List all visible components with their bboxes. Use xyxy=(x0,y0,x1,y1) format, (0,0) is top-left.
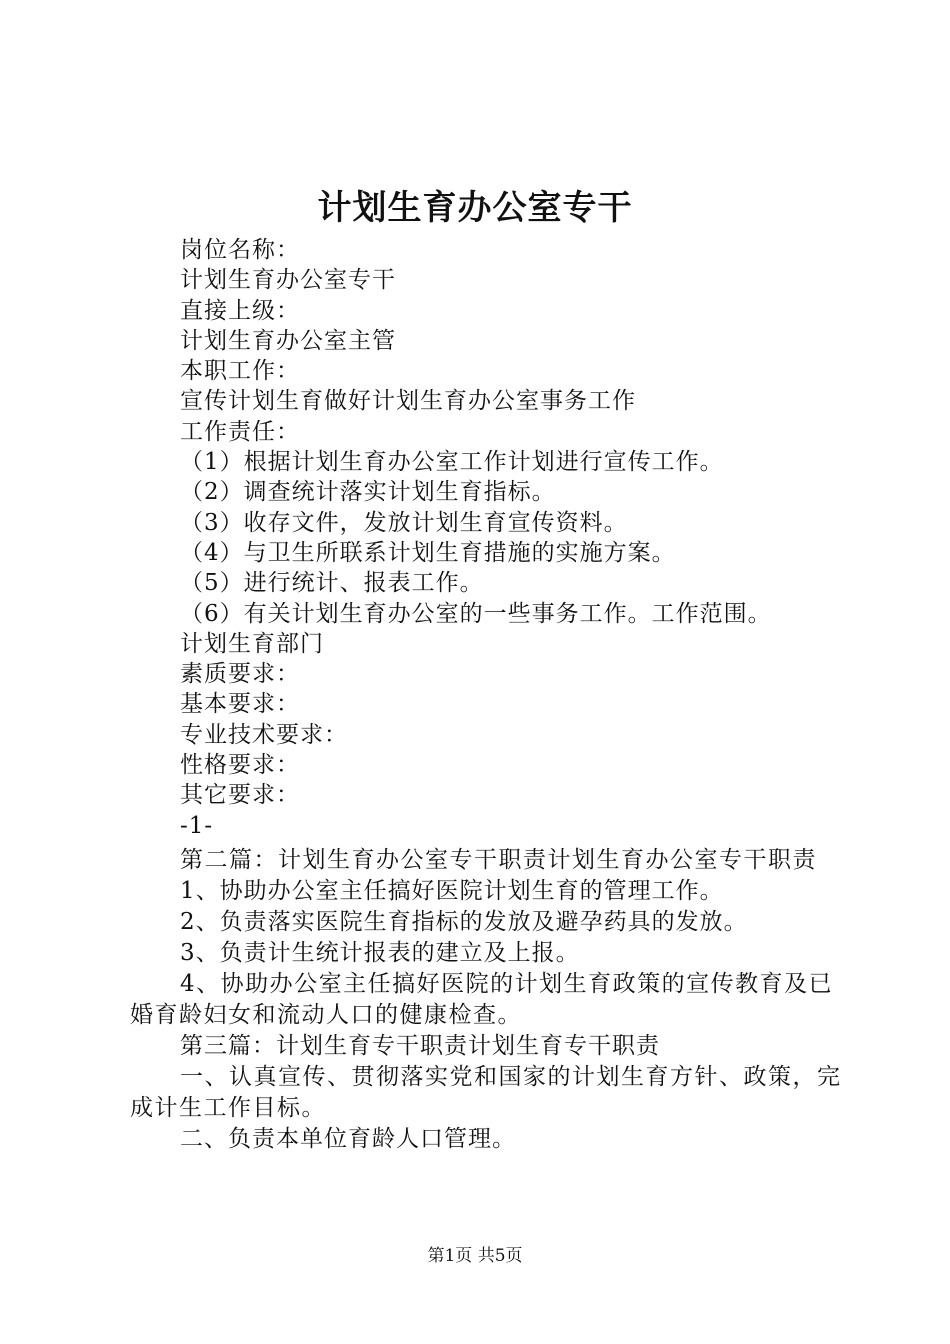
list-item: （5）进行统计、报表工作。 xyxy=(180,570,484,597)
page-footer: 第1页 共5页 xyxy=(427,1246,523,1266)
list-item: （1）根据计划生育办公室工作计划进行宣传工作。 xyxy=(180,449,724,476)
section-heading: 第二篇：计划生育办公室专干职责计划生育办公室专干职责 xyxy=(180,847,817,873)
text-line: 宣传计划生育做好计划生育办公室事务工作 xyxy=(180,388,636,415)
paragraph: 一、认真宣传、贯彻落实党和国家的计划生育方针、政策，完成计生工作目标。 xyxy=(130,1064,842,1121)
text-line: 计划生育办公室专干 xyxy=(180,267,396,294)
list-item: （6）有关计划生育办公室的一些事务工作。工作范围。 xyxy=(180,600,772,627)
text-line: 素质要求： xyxy=(180,661,300,688)
section-heading: 第三篇：计划生育专干职责计划生育专干职责 xyxy=(180,1033,660,1059)
text-line: 专业技术要求： xyxy=(180,721,348,748)
inner-page-number: -1- xyxy=(180,812,214,839)
text-line: 岗位名称： xyxy=(180,237,300,263)
paragraph: 4、协助办公室主任搞好医院的计划生育政策的宣传教育及已婚育龄妇女和流动人口的健康检查。 xyxy=(130,971,834,1028)
text-line: 性格要求： xyxy=(180,752,300,779)
page-title: 计划生育办公室专干 xyxy=(317,188,633,228)
text-line: 基本要求： xyxy=(180,691,300,718)
text-line: 计划生育部门 xyxy=(180,630,324,657)
paragraph: 2、负责落实医院生育指标的发放及避孕药具的发放。 xyxy=(180,909,748,935)
list-item: （4）与卫生所联系计划生育措施的实施方案。 xyxy=(180,539,676,566)
list-item: （3）收存文件，发放计划生育宣传资料。 xyxy=(180,509,628,536)
text-line: 计划生育办公室主管 xyxy=(180,327,396,354)
text-line: 本职工作： xyxy=(180,358,300,385)
paragraph: 二、负责本单位育龄人口管理。 xyxy=(180,1126,516,1152)
responsibilities-section xyxy=(130,845,850,1155)
paragraph: 3、负责计生统计报表的建立及上报。 xyxy=(180,940,580,966)
text-line: 直接上级： xyxy=(180,297,300,324)
text-line: 工作责任： xyxy=(180,418,300,445)
list-item: （2）调查统计落实计划生育指标。 xyxy=(180,479,556,506)
paragraph: 1、协助办公室主任搞好医院计划生育的管理工作。 xyxy=(180,878,724,904)
job-description-section xyxy=(180,235,860,841)
text-line: 其它要求： xyxy=(180,782,300,809)
